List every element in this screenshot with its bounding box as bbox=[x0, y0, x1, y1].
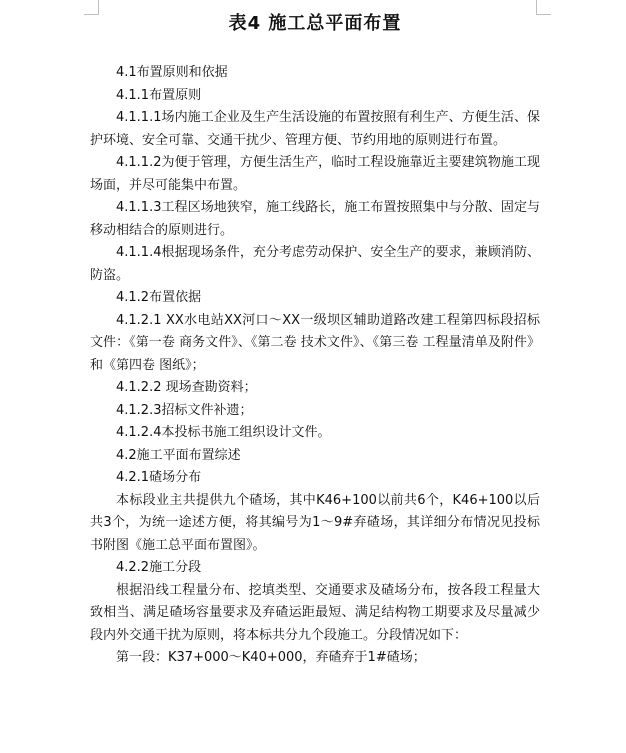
paragraph: 4.1.2.4本投标书施工组织设计文件。 bbox=[116, 425, 331, 440]
paragraph: 4.1.2.3招标文件补遗； bbox=[116, 402, 253, 418]
section-heading: 4.2施工平面布置综述 bbox=[116, 447, 241, 463]
subsection-heading: 4.2.2施工分段 bbox=[116, 560, 202, 575]
paragraph: 4.1.1.1场内施工企业及生产生活设施的布置按照有利生产、方便生活、保护环境、安全可靠、交通干扰少、管理方便、节约用地的原则进行布置。 bbox=[90, 110, 540, 148]
subsection-heading: 4.1.2布置依据 bbox=[116, 290, 202, 305]
paragraph: 4.1.1.3工程区场地狭窄，施工线路长，施工布置按照集中与分散、固定与移动相结合的原则进行。 bbox=[90, 200, 540, 238]
document-title: 表4 施工总平面布置 bbox=[228, 13, 402, 34]
paragraph: 第一段：K37+000～K40+000，弃碴弃于1#碴场； bbox=[116, 650, 426, 665]
subsection-heading: 4.2.1碴场分布 bbox=[116, 470, 202, 485]
paragraph: 4.1.1.2为便于管理，方便生活生产，临时工程设施靠近主要建筑物施工现场面，并尽可能集中布置。 bbox=[90, 155, 540, 193]
paragraph: 根据沿线工程量分布、挖填类型、交通要求及碴场分布，按各段工程量大致相当、满足碴场容量要求及弃碴运距最短、满足结构物工期要求及尽量减少段内外交通干扰为原则，将本标共分九个段施工。分段情况如下： bbox=[90, 582, 540, 643]
paragraph: 4.1.2.2 现场查勘资料； bbox=[116, 380, 257, 395]
paragraph: 本标段业主共提供九个碴场，其中K46+100以前共6个，K46+100以后共3个，为统一途述方便，将其编号为1～9#弃碴场，其详细分布情况见投标书附图《施工总平面布置图》。 bbox=[90, 492, 540, 553]
section-heading: 4.1布置原则和依据 bbox=[116, 65, 228, 80]
paragraph: 4.1.1.4根据现场条件，充分考虑劳动保护、安全生产的要求，兼顾消防、防盗。 bbox=[90, 245, 540, 283]
paragraph: 4.1.2.1 XX水电站XX河口～XX一级坝区辅助道路改建工程第四标段招标文件：《第一卷 商务文件》、《第二卷 技术文件》、《第三卷 工程量清单及附件》和《第四卷 图纸》； bbox=[90, 312, 540, 373]
subsection-heading: 4.1.1布置原则 bbox=[116, 87, 202, 103]
document-body bbox=[90, 62, 540, 670]
